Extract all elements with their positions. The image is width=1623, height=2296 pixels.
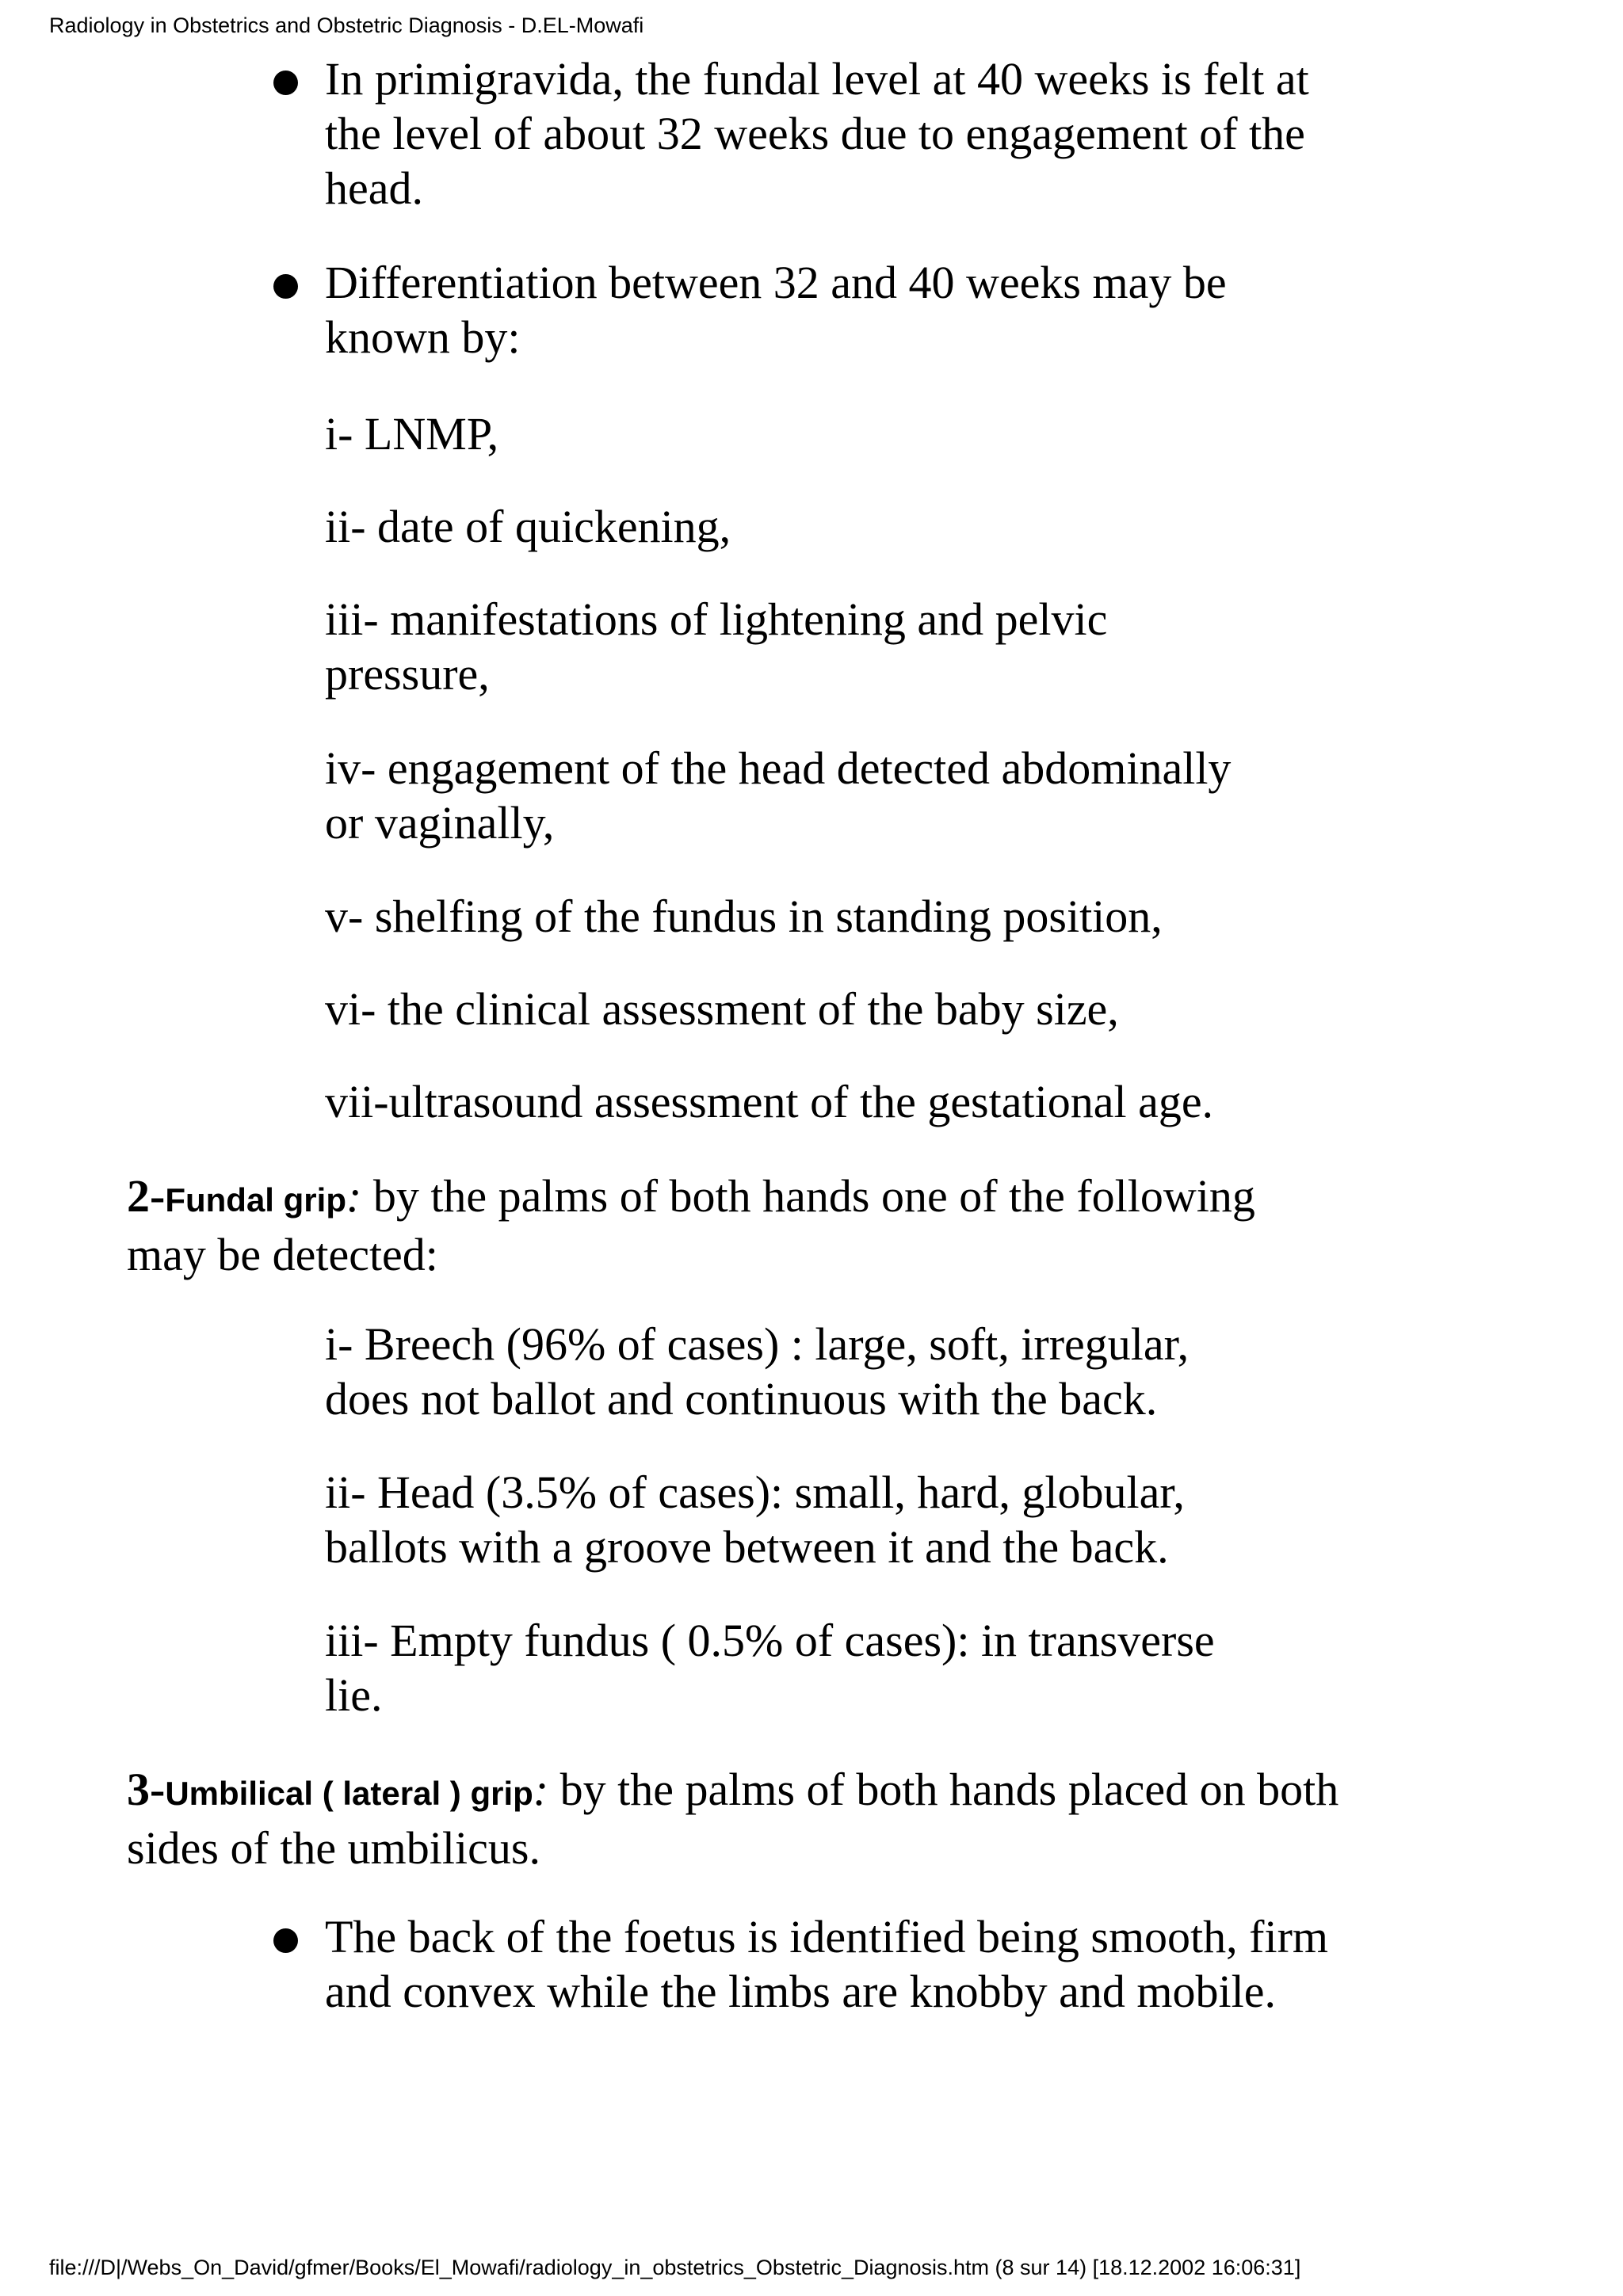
text-line: Differentiation between 32 and 40 weeks may be (325, 257, 1227, 308)
text-line: ii- date of quickening, (325, 501, 731, 552)
text-line: head. (325, 162, 423, 214)
list-item (325, 499, 731, 554)
text-line: vii-ultrasound assessment of the gestational age. (325, 1076, 1214, 1127)
text-line: or vaginally, (325, 797, 555, 849)
section-number: 2- (127, 1170, 166, 1222)
text-line: the level of about 32 weeks due to engagement of the (325, 108, 1305, 159)
bullet-text (325, 255, 1227, 364)
umbilical-grip-heading (127, 1762, 1338, 1875)
text-line: does not ballot and continuous with the back. (325, 1373, 1158, 1425)
list-item (325, 982, 1119, 1036)
text-line: may be detected: (127, 1229, 438, 1280)
text-line: i- LNMP, (325, 408, 499, 460)
section-number: 3- (127, 1764, 166, 1815)
section-title: Fundal grip (165, 1181, 346, 1219)
text-line: ballots with a groove between it and the back. (325, 1521, 1169, 1573)
section-colon: : (533, 1764, 549, 1815)
section-title: Umbilical ( lateral ) grip (165, 1775, 533, 1812)
list-item (325, 592, 1107, 701)
text-line: i- Breech (96% of cases) : large, soft, irregular, (325, 1318, 1190, 1370)
text-line: vi- the clinical assessment of the baby size, (325, 983, 1119, 1035)
bullet-dot-icon (273, 1928, 298, 1953)
text-line: iii- Empty fundus ( 0.5% of cases): in transverse (325, 1615, 1215, 1666)
text-line: and convex while the limbs are knobby and mobile. (325, 1966, 1276, 2017)
text-line: v- shelfing of the fundus in standing position, (325, 891, 1163, 942)
text-line: The back of the foetus is identified being smooth, firm (325, 1911, 1329, 1962)
list-item (325, 741, 1231, 850)
text-line: iv- engagement of the head detected abdominally (325, 742, 1232, 794)
list-item (325, 406, 498, 461)
page-footer-path: file:///D|/Webs_On_David/gfmer/Books/El_Mowafi/radiology_in_obstetrics_Obstetric_Diagnosis.htm (8 sur 14) [18.12.2002 16:06:31] (49, 2256, 1301, 2279)
bullet-dot-icon (273, 71, 298, 95)
text-line: lie. (325, 1669, 383, 1721)
section-text: by the palms of both hands placed on both (548, 1764, 1339, 1815)
section-text: by the palms of both hands one of the following (361, 1170, 1255, 1222)
page-header-title: Radiology in Obstetrics and Obstetric Diagnosis - D.EL-Mowafi (49, 13, 644, 37)
text-line: ii- Head (3.5% of cases): small, hard, globular, (325, 1466, 1185, 1518)
bullet-text (325, 1909, 1328, 2019)
list-item (325, 1613, 1215, 1722)
text-line: In primigravida, the fundal level at 40 weeks is felt at (325, 53, 1309, 105)
bullet-dot-icon (273, 274, 298, 299)
bullet-text (325, 51, 1309, 215)
list-item (325, 1465, 1185, 1574)
list-item (325, 889, 1163, 944)
list-item (325, 1074, 1213, 1129)
text-line: known by: (325, 311, 521, 363)
section-colon: : (346, 1170, 362, 1222)
fundal-grip-heading (127, 1169, 1255, 1282)
text-line: sides of the umbilicus. (127, 1822, 540, 1874)
text-line: pressure, (325, 648, 490, 700)
list-item (325, 1317, 1189, 1426)
text-line: iii- manifestations of lightening and pelvic (325, 593, 1108, 645)
